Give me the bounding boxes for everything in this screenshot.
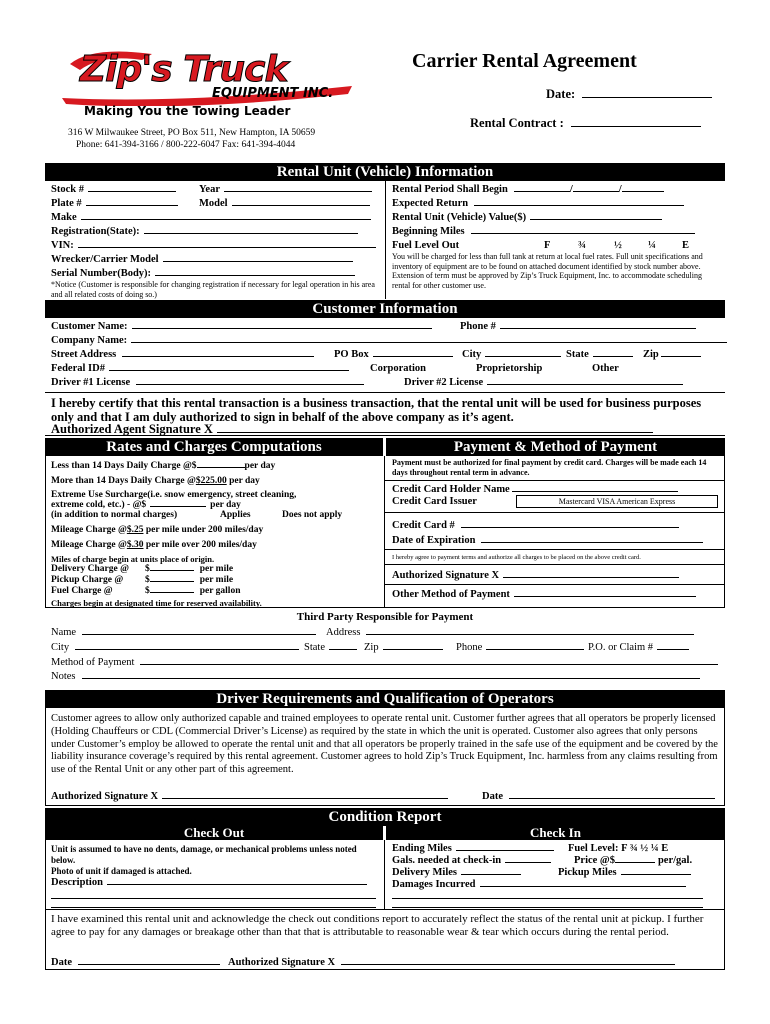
expected-return-label: Expected Return — [392, 198, 469, 209]
mileage2-text: per mile over 200 miles/day — [143, 540, 257, 550]
city-label: City — [462, 349, 482, 360]
driver-signature-label: Authorized Signature X — [51, 791, 159, 802]
expiration-field[interactable] — [481, 542, 703, 543]
fuel-level-label: Fuel Level Out — [392, 240, 460, 251]
ack-date-label: Date — [51, 957, 72, 968]
checkin-fuel-level[interactable]: Fuel Level: F ¾ ½ ¼ E — [568, 843, 669, 854]
rental-contract-field[interactable] — [571, 126, 701, 127]
date-label: Date: — [546, 87, 576, 101]
serial-field[interactable] — [155, 275, 355, 276]
serial-label: Serial Number(Body): — [51, 268, 152, 279]
model-field[interactable] — [232, 205, 370, 206]
rental-period-month[interactable] — [514, 191, 570, 192]
wrecker-label: Wrecker/Carrier Model — [51, 254, 159, 265]
agent-signature-label: Authorized Agent Signature X — [51, 422, 213, 436]
price-field[interactable] — [615, 862, 655, 863]
payment-signature-label: Authorized Signature X — [392, 570, 500, 581]
stock-field[interactable] — [88, 191, 176, 192]
card-number-field[interactable] — [461, 527, 679, 528]
dollar: $ — [145, 564, 150, 574]
tp-city-label: City — [51, 642, 70, 653]
ack-date-field[interactable] — [78, 964, 220, 965]
card-issuer-label: Credit Card Issuer — [392, 496, 477, 507]
tp-po-label: P.O. or Claim # — [588, 642, 654, 653]
surcharge-field[interactable] — [150, 506, 206, 507]
gals-needed-field[interactable] — [505, 862, 551, 863]
driver2-label: Driver #2 License — [404, 377, 484, 388]
state-label: State — [566, 349, 589, 360]
surcharge-note: (in addition to normal charges) — [51, 510, 178, 520]
registration-notice: *Notice (Customer is responsible for changing registration if necessary for legal operation in his area and all related costs of doing so.) — [51, 280, 375, 299]
plate-field[interactable] — [86, 205, 178, 206]
tp-city-field[interactable] — [75, 649, 299, 650]
per-mile-label: per mile — [199, 575, 234, 585]
driver-header: Driver Requirements and Qualification of Operators — [45, 690, 725, 708]
damages-line3[interactable] — [392, 907, 703, 908]
surcharge-label: extreme cold, etc.) - @$ — [51, 500, 147, 510]
more14-label: More than 14 Days Daily Charge @ — [51, 476, 196, 486]
tp-notes-field[interactable] — [82, 678, 700, 679]
check-out-text: Unit is assumed to have no dents, damage, or mechanical problems unless noted below. — [51, 844, 357, 865]
tp-state-field[interactable] — [329, 649, 357, 650]
fuel-note: You will be charged for less than full tank at return at local fuel rates. Full unit specifications and inventory of equipment are to be found on attached document identified by stock number above. Extension of term must be approved by Zip’s Truck Equipment, Inc. to accommodate scheduling rental for other customer use. — [392, 252, 703, 290]
company-phone: Phone: 641-394-3166 / 800-222-6047 Fax: 641-394-4044 — [76, 140, 296, 150]
logo-brand: Zip's Truck — [80, 49, 288, 90]
page-title: Carrier Rental Agreement — [412, 50, 637, 72]
description-field[interactable] — [107, 884, 367, 885]
does-not-apply-option[interactable]: Does not apply — [282, 510, 343, 520]
price-label: Price @$ — [574, 855, 615, 866]
other-option[interactable]: Other — [592, 363, 619, 374]
tp-name-label: Name — [51, 627, 77, 638]
logo-tagline: Making You the Towing Leader — [84, 104, 291, 118]
payment-agree-text: I hereby agree to payment terms and authorize all charges to be placed on the above credit card. — [392, 554, 641, 561]
delivery-field[interactable] — [150, 570, 194, 571]
card-holder-field[interactable] — [512, 491, 678, 492]
customer-name-label: Customer Name: — [51, 321, 128, 332]
photo-note: Photo of unit if damaged is attached. — [51, 866, 192, 876]
phone-label: Phone # — [460, 321, 496, 332]
ack-signature-label: Authorized Signature X — [228, 957, 336, 968]
check-in-header: Check In — [386, 826, 725, 840]
description-label: Description — [51, 877, 103, 888]
check-out-header: Check Out — [45, 826, 383, 840]
fuel-14-option[interactable]: ¼ — [648, 240, 656, 251]
driver-text: Customer agrees to allow only authorized capable and trained employees to operate rental unit. Customer further agrees that all operators be properly licensed (Holding Chauffeurs or CDL (Commercial Driver’s License) as required by the state in which the unit is operated. Customer also agrees that only persons under Customer’s employ be allowed to operate the rental unit and that all operators be properly trained in the safe use of the equipment and be covered by the liability insurance coverage’s required by this rental agreement. Customer agrees to hold Zip’s Truck Equipment, Inc. harmless from any claims resulting from use of the Rental Unit or any other part of this agreement. — [51, 713, 718, 776]
stock-label: Stock # — [51, 184, 84, 195]
payment-note: Payment must be authorized for final payment by credit card. Charges will be made each 14 days throughout rental term in advance. — [392, 458, 707, 477]
year-label: Year — [199, 184, 220, 195]
street-label: Street Address — [51, 349, 117, 360]
fuel-34-option[interactable]: ¾ — [578, 240, 586, 251]
registration-label: Registration(State): — [51, 226, 140, 237]
driver1-label: Driver #1 License — [51, 377, 131, 388]
rental-contract-label: Rental Contract : — [470, 116, 564, 130]
description-line2[interactable] — [51, 898, 376, 899]
agent-signature-field[interactable] — [217, 432, 653, 433]
corporation-option[interactable]: Corporation — [370, 363, 426, 374]
slash: / — [618, 184, 622, 195]
ack-signature-field[interactable] — [341, 964, 675, 965]
card-issuer-options[interactable]: Mastercard VISA American Express — [516, 495, 718, 508]
applies-option[interactable]: Applies — [220, 510, 251, 520]
gals-needed-label: Gals. needed at check-in — [392, 855, 502, 866]
customer-name-field[interactable] — [132, 328, 432, 329]
acknowledge-text: I have examined this rental unit and acknowledge the check out conditions report to accurately reflect the status of the rental unit at pickup. I further agree to pay for any damages or breakage other than that that is attributable to reasonable wear & tear which occurs during the rental period. — [51, 913, 704, 938]
tp-address-label: Address — [326, 627, 361, 638]
per-mile-label: per mile — [199, 564, 234, 574]
rental-period-label: Rental Period Shall Begin — [392, 184, 508, 195]
less14-field[interactable] — [197, 467, 245, 468]
tp-method-field[interactable] — [140, 664, 718, 665]
fuel-e-option[interactable]: E — [682, 240, 690, 251]
other-payment-label: Other Method of Payment — [392, 589, 510, 600]
driver1-field[interactable] — [136, 384, 364, 385]
unit-value-label: Rental Unit (Vehicle) Value($) — [392, 212, 527, 223]
card-holder-label: Credit Card Holder Name — [392, 484, 510, 495]
delivery-miles-field[interactable] — [461, 874, 521, 875]
driver-date-label: Date — [482, 791, 503, 802]
state-field[interactable] — [593, 356, 633, 357]
fuel-f-option[interactable]: F — [544, 240, 551, 251]
zip-field[interactable] — [661, 356, 701, 357]
phone-field[interactable] — [500, 328, 696, 329]
other-payment-field[interactable] — [514, 596, 696, 597]
make-label: Make — [51, 212, 77, 223]
company-logo — [62, 46, 362, 122]
miles-begin-note: Miles of charge begin at units place of origin. — [51, 554, 215, 564]
slash: / — [569, 184, 573, 195]
driver2-field[interactable] — [487, 384, 683, 385]
tp-state-label: State — [304, 642, 325, 653]
mileage1-label: Mileage Charge @ — [51, 525, 127, 535]
less14-label: Less than 14 Days Daily Charge @$ — [51, 461, 197, 471]
charges-begin-note: Charges begin at designated time for reserved availability. — [51, 598, 262, 608]
unit-value-field[interactable] — [530, 219, 662, 220]
pickup-miles-field[interactable] — [621, 874, 691, 875]
fuel-charge-label: Fuel Charge @ — [51, 586, 113, 596]
po-box-label: PO Box — [334, 349, 369, 360]
beginning-miles-label: Beginning Miles — [392, 226, 465, 237]
po-box-field[interactable] — [373, 356, 453, 357]
vin-field[interactable] — [78, 247, 376, 248]
mileage1-value: $.25 — [126, 525, 144, 535]
wrecker-field[interactable] — [163, 261, 353, 262]
driver-signature-field[interactable] — [162, 798, 448, 799]
city-field[interactable] — [485, 356, 561, 357]
fuel-charge-field[interactable] — [150, 592, 194, 593]
mileage1-text: per mile under 200 miles/day — [143, 525, 264, 535]
per-day-label: per day — [244, 461, 276, 471]
tp-phone-label: Phone — [456, 642, 483, 653]
tp-name-field[interactable] — [82, 634, 316, 635]
card-number-label: Credit Card # — [392, 520, 455, 531]
per-gallon-label: per gallon — [199, 586, 241, 596]
surcharge-line1: Extreme Use Surcharge(i.e. snow emergency, street cleaning, — [51, 490, 297, 500]
ending-miles-field[interactable] — [456, 850, 554, 851]
tp-phone-field[interactable] — [486, 649, 584, 650]
federal-id-field[interactable] — [109, 370, 349, 371]
company-name-label: Company Name: — [51, 335, 128, 346]
delivery-label: Delivery Charge @ — [51, 564, 129, 574]
delivery-miles-label: Delivery Miles — [392, 867, 458, 878]
expiration-label: Date of Expiration — [392, 535, 476, 546]
tp-po-field[interactable] — [657, 649, 689, 650]
per-day-label: per day — [226, 476, 260, 486]
make-field[interactable] — [81, 219, 371, 220]
year-field[interactable] — [224, 191, 372, 192]
fuel-12-option[interactable]: ½ — [614, 240, 622, 251]
tp-notes-label: Notes — [51, 671, 76, 682]
logo-subtitle: EQUIPMENT INC. — [212, 86, 334, 101]
date-field[interactable] — [582, 97, 712, 98]
description-line3[interactable] — [51, 907, 376, 908]
payment-signature-field[interactable] — [503, 577, 679, 578]
plate-label: Plate # — [51, 198, 82, 209]
rates-header: Rates and Charges Computations — [45, 438, 383, 456]
zip-label: Zip — [643, 349, 659, 360]
federal-id-label: Federal ID# — [51, 363, 105, 374]
tp-address-field[interactable] — [366, 634, 694, 635]
mileage2-label: Mileage Charge @ — [51, 540, 127, 550]
dollar: $ — [145, 586, 150, 596]
condition-header: Condition Report — [45, 808, 725, 826]
tp-method-label: Method of Payment — [51, 657, 135, 668]
damages-line2[interactable] — [392, 898, 703, 899]
pickup-miles-label: Pickup Miles — [558, 867, 617, 878]
damages-field[interactable] — [480, 886, 686, 887]
damages-label: Damages Incurred — [392, 879, 476, 890]
street-field[interactable] — [122, 356, 314, 357]
pickup-field[interactable] — [150, 581, 194, 582]
per-day-label: per day — [210, 500, 241, 510]
tp-zip-field[interactable] — [383, 649, 443, 650]
tp-zip-label: Zip — [364, 642, 379, 653]
customer-header: Customer Information — [45, 300, 725, 318]
more14-value: $225.00 — [195, 476, 227, 486]
pickup-label: Pickup Charge @ — [51, 575, 124, 585]
company-address: 316 W Milwaukee Street, PO Box 511, New Hampton, IA 50659 — [68, 128, 316, 138]
payment-header: Payment & Method of Payment — [386, 438, 725, 456]
company-name-field[interactable] — [131, 342, 727, 343]
dollar: $ — [145, 575, 150, 585]
model-label: Model — [199, 198, 228, 209]
rental-period-year[interactable] — [622, 191, 664, 192]
mileage2-value: $.30 — [126, 540, 144, 550]
proprietorship-option[interactable]: Proprietorship — [476, 363, 543, 374]
driver-date-field[interactable] — [509, 798, 715, 799]
beginning-miles-field[interactable] — [471, 233, 695, 234]
expected-return-field[interactable] — [474, 205, 684, 206]
rental-period-day[interactable] — [573, 191, 619, 192]
ending-miles-label: Ending Miles — [392, 843, 452, 854]
registration-field[interactable] — [144, 233, 358, 234]
third-party-title: Third Party Responsible for Payment — [296, 611, 474, 623]
vin-label: VIN: — [51, 240, 74, 251]
rental-unit-header: Rental Unit (Vehicle) Information — [45, 163, 725, 181]
certify-text: I hereby certify that this rental transaction is a business transaction, that the rental unit will be used for business purposes only and that I am duly authorized to sign in behalf of the above company as it’s agent. — [51, 396, 702, 424]
per-gal-label: per/gal. — [657, 855, 693, 866]
